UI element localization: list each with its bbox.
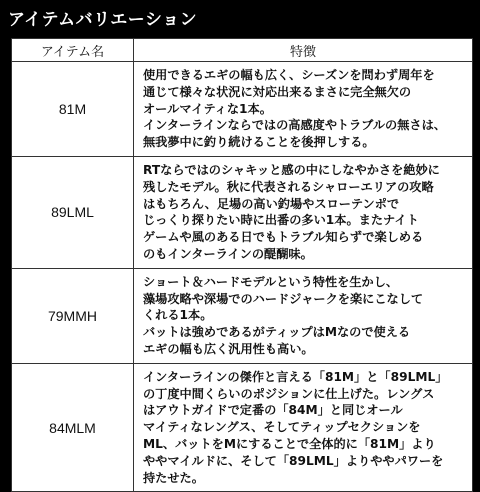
item-feature — [134, 268, 473, 363]
feature-line: の丁度中間くらいのポジションに仕上げた。レングス — [143, 386, 435, 401]
table-row — [12, 363, 473, 492]
column-header-feature: 特徴 — [134, 39, 473, 62]
feature-line: はもちろん、足場の高い釣場やスローテンポで — [143, 196, 400, 211]
feature-line: 藻場攻略や深場でのハードジャークを楽にこなして — [143, 291, 424, 306]
feature-line: オールマイティな1本。 — [143, 101, 272, 116]
table-row — [12, 156, 473, 268]
feature-line: ML、バットをMにすることで全体的に「81M」より — [143, 436, 436, 451]
feature-line: くれる1本。 — [143, 308, 213, 323]
feature-line: RTならではのシャキッと感の中にしなやかさを絶妙に — [143, 162, 440, 177]
feature-line: 使用できるエギの幅も広く、シーズンを問わず周年を — [143, 68, 435, 82]
item-name: 81M — [12, 62, 134, 157]
feature-line: エギの幅も広く汎用性も高い。 — [143, 341, 314, 356]
feature-line: 持たせた。 — [143, 470, 204, 485]
item-name: 89LML — [12, 156, 134, 268]
feature-line: ショート＆ハードモデルという特性を生かし、 — [143, 274, 399, 289]
table-row — [12, 268, 473, 363]
section-title: アイテムバリエーション — [8, 10, 198, 30]
item-feature — [134, 363, 473, 492]
feature-line: 残したモデル。秋に代表されるシャローエリアの攻略 — [143, 179, 434, 194]
table-header-row — [12, 39, 473, 62]
feature-line: マイティなレングス、そしてティップセクションを — [143, 420, 421, 435]
feature-line: バットは強めであるがティップはMなので使える — [143, 325, 411, 340]
item-name: 79MMH — [12, 268, 134, 363]
feature-line: ゲームや風のある日でもトラブル知らずで楽しめる — [143, 230, 424, 245]
item-feature — [134, 156, 473, 268]
feature-line: インターラインならではの高感度やトラブルの無さは、 — [143, 118, 446, 133]
item-feature — [134, 62, 473, 157]
feature-line: 通じて様々な状況に対応出来るまさに完全無欠の — [143, 84, 412, 99]
table-row — [12, 62, 473, 157]
item-variation-table — [11, 38, 473, 492]
feature-line: ややマイルドに、そして「89LML」よりややパワーを — [143, 453, 444, 468]
feature-line: 無我夢中に釣り続けることを後押しする。 — [143, 135, 375, 150]
feature-line: はアウトガイドで定番の「84M」と同じオール — [143, 403, 403, 418]
feature-line: のもインターラインの醍醐味。 — [143, 246, 313, 261]
feature-line: インターラインの傑作と言える「81M」と「89LML」 — [143, 369, 448, 384]
feature-line: じっくり探りたい時に出番の多い1本。またナイト — [143, 213, 419, 228]
item-name: 84MLM — [12, 363, 134, 492]
column-header-item-name: アイテム名 — [12, 39, 134, 62]
